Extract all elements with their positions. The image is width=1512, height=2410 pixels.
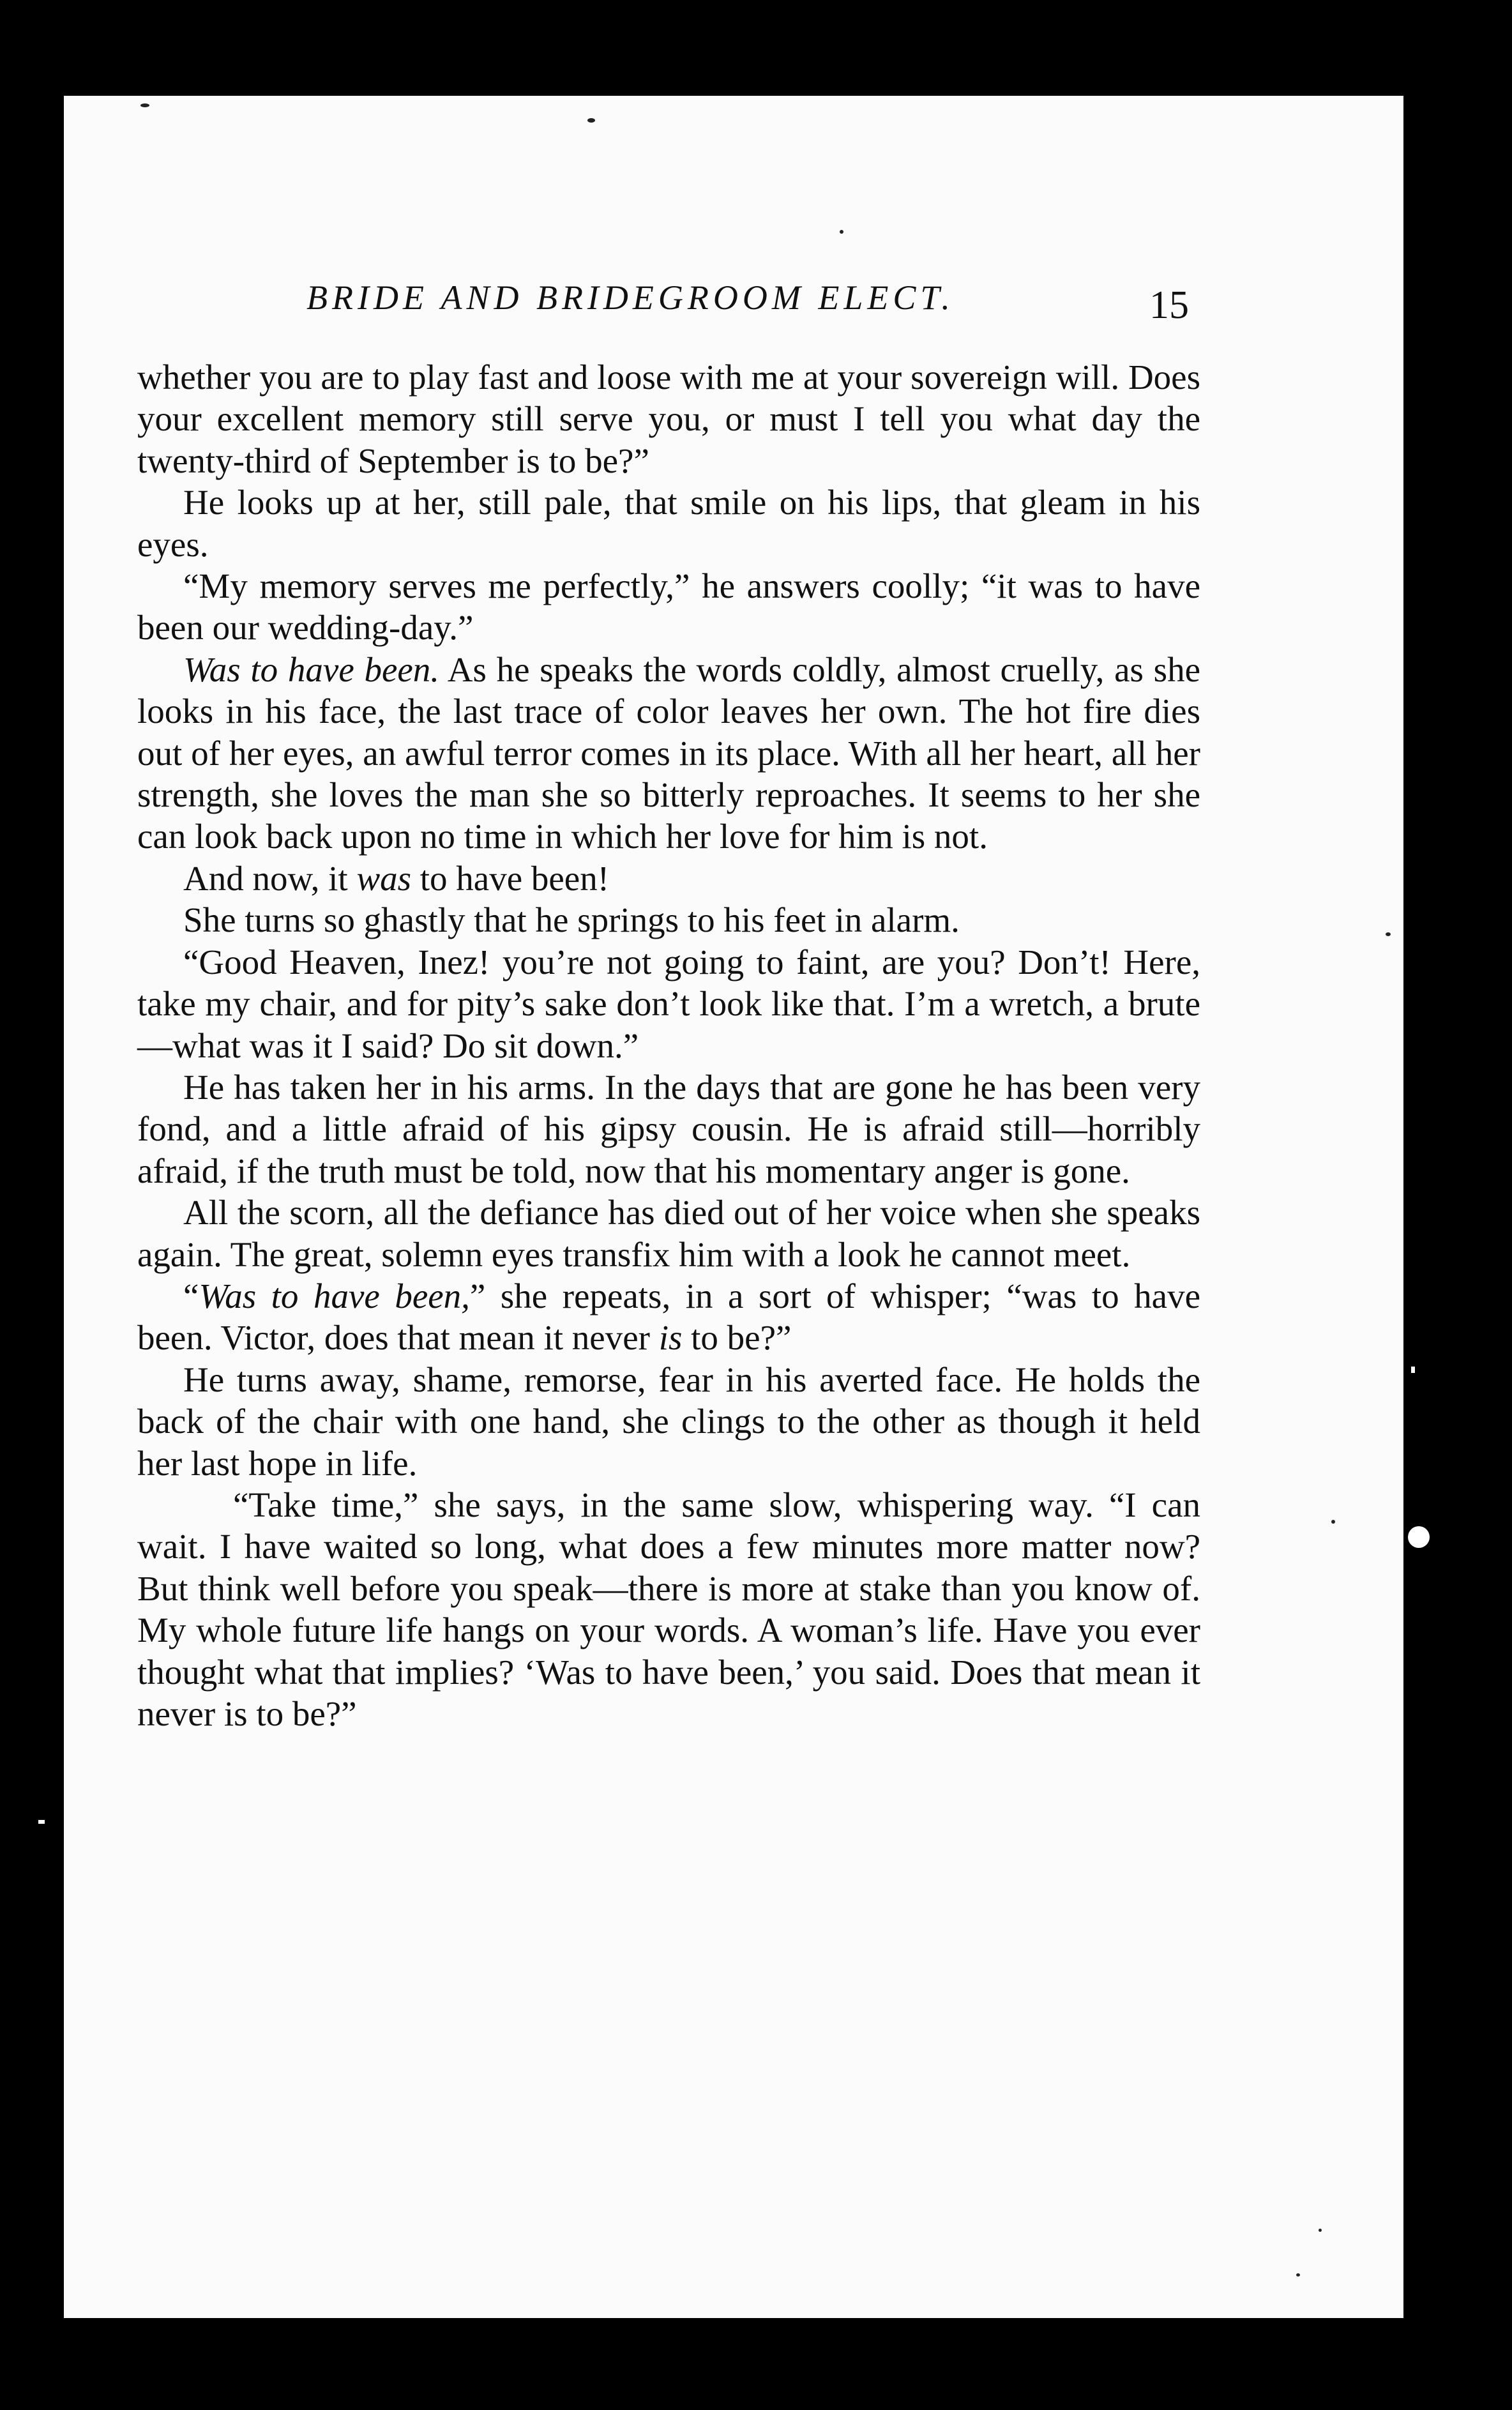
running-title: BRIDE AND BRIDEGROOM ELECT. (306, 278, 955, 317)
print-speck (1319, 2229, 1322, 2232)
page-edge-mark (1411, 1367, 1415, 1373)
print-speck (1331, 1520, 1335, 1524)
paragraph-text: She turns so ghastly that he springs to his feet in alarm. (183, 900, 960, 940)
print-speck (1386, 932, 1391, 936)
paragraph-text: He has taken her in his arms. In the days that are gone he has been very fond, and a little afraid of his gipsy cousin. He is afraid still—horribly afraid, if the truth must be told, now that his momentary anger is gone. (137, 1067, 1200, 1190)
page-edge-mark (38, 1820, 45, 1824)
paragraph-text: whether you are to play fast and loose with me at your sovereign will. Does your excellent memory still serve you, or must I tell you what day the twenty-third of September is to be?” (137, 358, 1200, 480)
paragraph (137, 858, 1200, 899)
paragraph (137, 565, 1200, 649)
paragraph-text: He turns away, shame, remorse, fear in his averted face. He holds the back of the chair with one hand, she clings to the other as though it held her last hope in life. (137, 1360, 1200, 1483)
paragraph-text: He looks up at her, still pale, that smile on his lips, that gleam in his eyes. (137, 483, 1200, 564)
paragraph-text: to have been! (411, 858, 610, 898)
paragraph-text: “Take time,” she says, in the same slow, whispering way. “I can wait. I have waited so long, what does a few minutes more matter now? But think well before you speak—there is more at stake than you know of. My whole future life hangs on your words. A woman’s life. Have you ever thought what that implies? ‘Was to have been,’ you said. Does that mean it never is to be?” (137, 1485, 1200, 1733)
paragraph-text: ” she repeats, in a sort of whisper; “was to have been. Victor, does that mean it never (137, 1276, 1200, 1358)
paragraph (137, 481, 1200, 565)
paragraph (137, 1275, 1200, 1359)
paragraph (137, 1359, 1200, 1484)
paragraph (137, 356, 1200, 481)
ink-blot (1408, 1526, 1430, 1548)
paragraph (137, 649, 1200, 858)
paragraph-text: to be?” (682, 1318, 792, 1358)
italic-text: is (658, 1318, 683, 1358)
paragraph-text: As he speaks the words coldly, almost cruelly, as she looks in his face, the last trace of color leaves her own. The hot fire dies out of her eyes, an awful terror comes in its place. With all her heart, all her strength, she loves the man she so bitterly reproaches. It seems to her she can look back upon no time in which her love for him is not. (137, 649, 1200, 856)
italic-text: Was to have been, (199, 1276, 470, 1315)
print-speck (1296, 2273, 1300, 2277)
paragraph (137, 1484, 1200, 1734)
italic-text: Was to have been. (183, 649, 440, 689)
paragraph (137, 1066, 1200, 1192)
print-speck (587, 118, 595, 123)
paragraph-text: “ (183, 1276, 199, 1315)
paragraph-text: “Good Heaven, Inez! you’re not going to faint, are you? Don’t! Here, take my chair, and for pity’s sake don’t look like that. I’m a wretch, a brute—what was it I said? Do sit down.” (137, 942, 1200, 1065)
paragraph (137, 899, 1200, 941)
paragraph (137, 1192, 1200, 1275)
body-text (137, 356, 1200, 1734)
paragraph (137, 941, 1200, 1066)
paragraph-text: “My memory serves me perfectly,” he answers coolly; “it was to have been our wedding-day.” (137, 566, 1200, 648)
print-speck (140, 103, 149, 107)
italic-text: was (356, 858, 412, 898)
running-head (64, 278, 1403, 335)
paragraph-text: All the scorn, all the defiance has died out of her voice when she speaks again. The great, solemn eyes transfix him with a look he cannot meet. (137, 1193, 1200, 1274)
book-page (64, 96, 1403, 2318)
page-number: 15 (1149, 284, 1189, 327)
paragraph-text: And now, it (183, 858, 357, 898)
print-speck (840, 230, 843, 234)
